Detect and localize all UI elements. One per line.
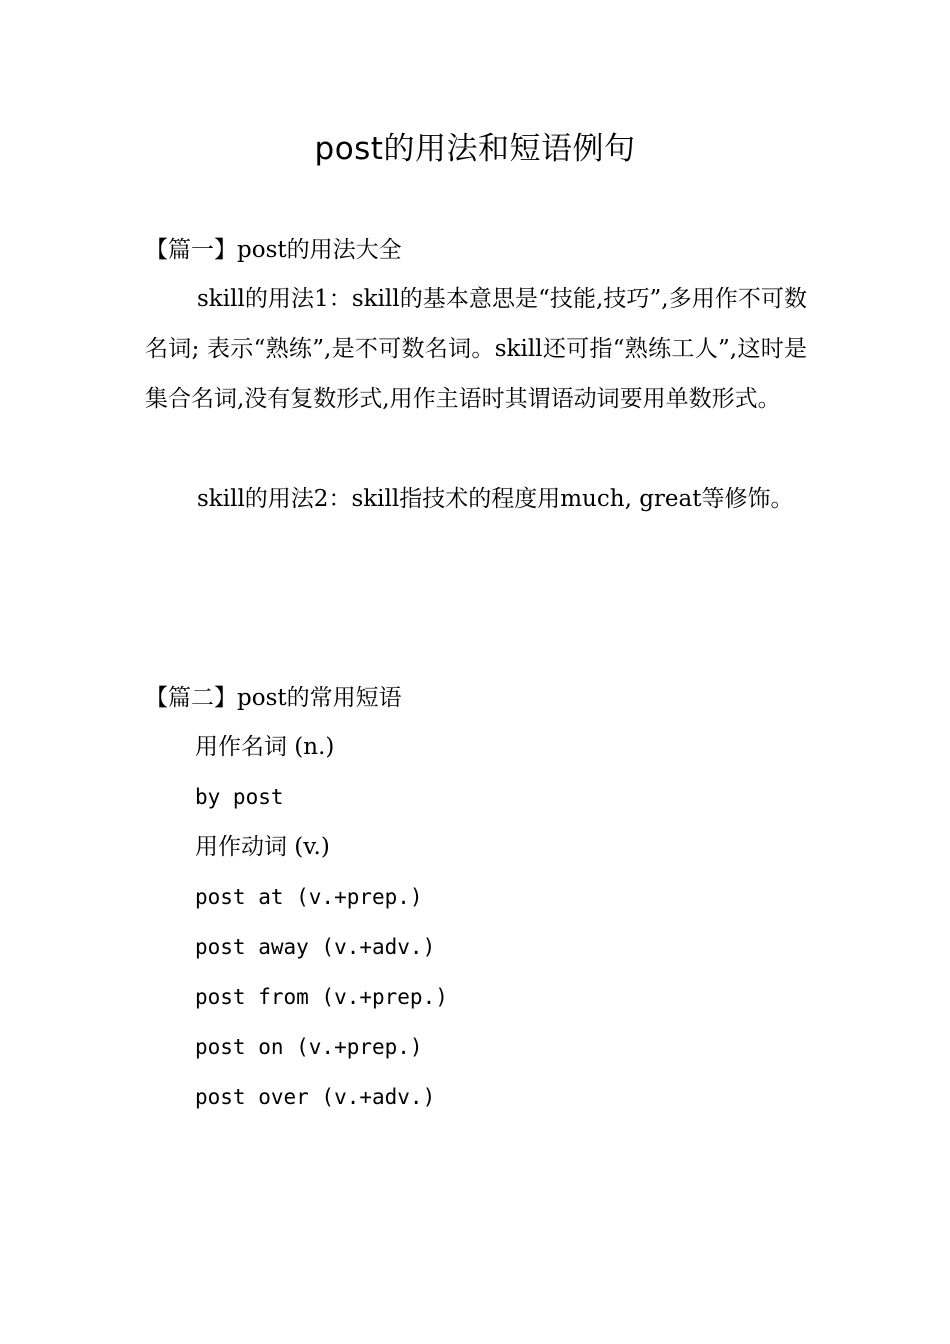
- phrase-list-item: post from (v.+prep.): [195, 985, 448, 1009]
- section-one-paragraph-2: skill的用法2：skill指技术的程度用much, great等修饰。: [197, 486, 794, 512]
- phrase-list-item: post over (v.+adv.): [195, 1085, 436, 1109]
- phrase-list-item: by post: [195, 785, 284, 809]
- phrase-list-item: 用作名词 (n.): [195, 734, 335, 760]
- phrase-list-item: post on (v.+prep.): [195, 1035, 423, 1059]
- section-one-paragraph-1: skill的用法1：skill的基本意思是“技能,技巧”,多用作不可数名词; 表示“熟练”,是不可数名词。skill还可指“熟练工人”,这时是集合名词,没有复数形式,用作主语时其谓语动词要用单数形式。: [145, 286, 807, 412]
- phrase-list-item: post away (v.+adv.): [195, 935, 436, 959]
- section-one-heading: 【篇一】post的用法大全: [145, 237, 402, 263]
- document-title: post的用法和短语例句: [314, 131, 636, 167]
- section-two-heading: 【篇二】post的常用短语: [145, 685, 402, 711]
- phrase-list-item: 用作动词 (v.): [195, 834, 330, 860]
- phrase-list-item: post at (v.+prep.): [195, 885, 423, 909]
